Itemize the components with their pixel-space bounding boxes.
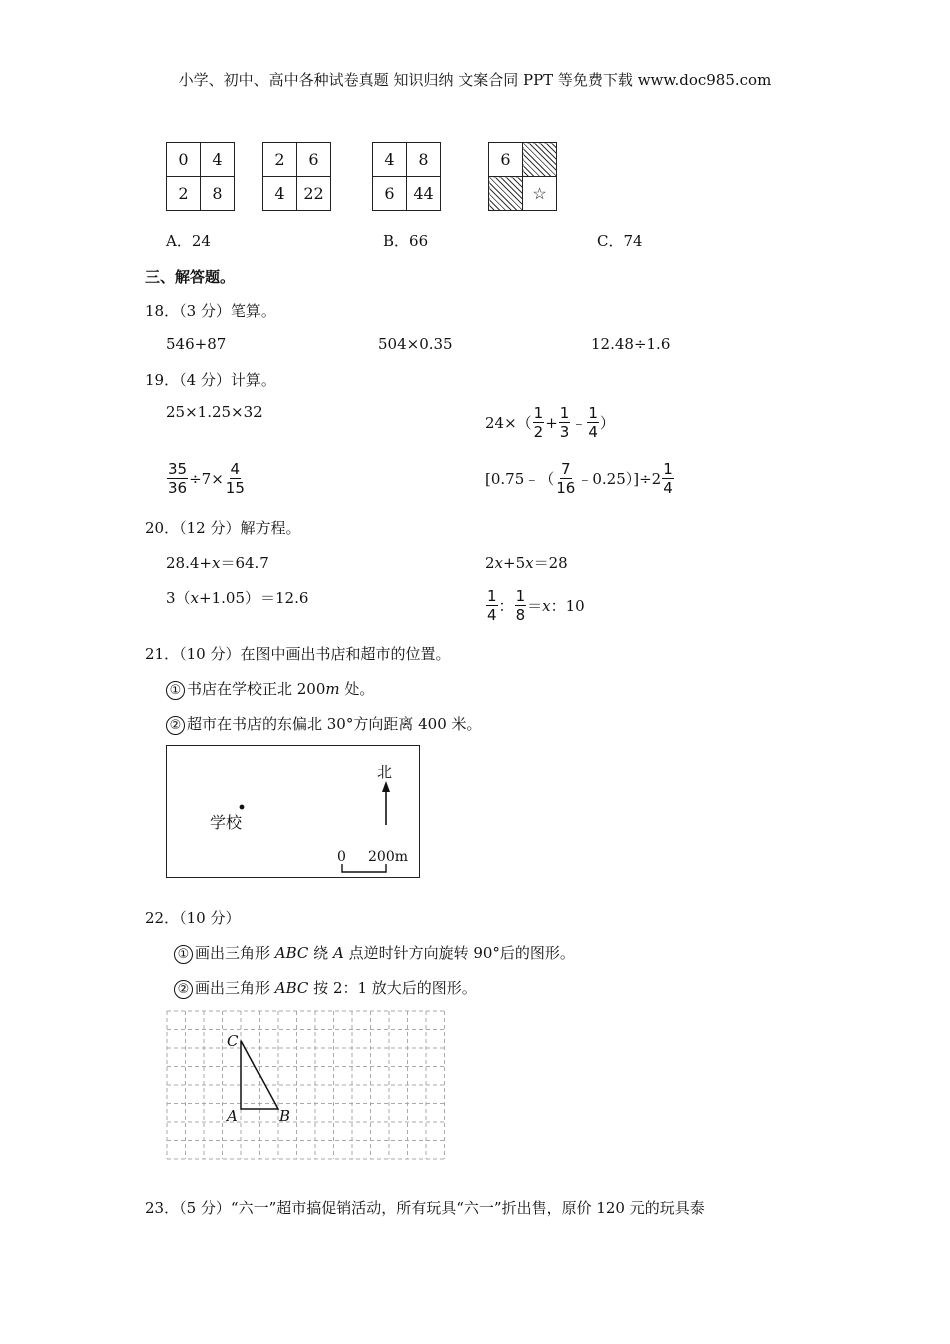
q19-expr-b: [485, 404, 615, 441]
q20-eq2: 2x+5x＝28: [485, 554, 568, 572]
number-grid-4: [488, 142, 557, 211]
expr-text: [0.75﹣（: [485, 470, 555, 488]
q23-text: 23．（5 分）“六一”超市搞促销活动，所有玩具“六一”折出售，原价 120 元的玩具泰: [145, 1199, 705, 1217]
q21-step-2: ② 超市在书店的东偏北 30°方向距离 400 米。: [166, 713, 482, 735]
number-grid-3: [372, 142, 441, 211]
section-title: 三、解答题。: [145, 268, 236, 286]
q20-title: 20．（12 分）解方程。: [145, 519, 301, 537]
fraction: $\frac{1}{2}$: [533, 404, 544, 441]
expr-text: ÷7×: [189, 469, 224, 488]
grid-cell: 2: [263, 143, 297, 177]
grid-cell: 44: [407, 177, 441, 211]
q21-step-1: ① 书店在学校正北 200m 处。: [166, 678, 374, 700]
scale-length-label: 200m: [368, 849, 408, 865]
expr-text: ﹣0.25）]÷2: [577, 470, 662, 488]
star-cell: ☆: [523, 177, 557, 211]
vertex-label-a: A: [227, 1107, 238, 1125]
grid-cell: 8: [407, 143, 441, 177]
page-header: 小学、初中、高中各种试卷真题 知识归纳 文案合同 PPT 等免费下载 www.doc985.com: [178, 71, 772, 89]
q22-title: 22．（10 分）: [145, 909, 241, 927]
scale-zero-label: 0: [337, 849, 346, 865]
q19-title: 19．（4 分）计算。: [145, 371, 276, 389]
q20-eq1: 28.4+x＝64.7: [166, 554, 269, 572]
north-arrow-head: [382, 781, 390, 792]
fraction: $\frac{1}{4}$: [588, 404, 598, 441]
grid-cell: 6: [373, 177, 407, 211]
grid-cell: 4: [373, 143, 407, 177]
hatched-cell: [523, 143, 557, 177]
option-a: A．24: [166, 232, 211, 250]
north-label: 北: [377, 763, 393, 781]
fraction: $\frac{4}{15}$: [225, 460, 245, 497]
grid-cell: 2: [167, 177, 201, 211]
q20-eq3: 3（x+1.05）＝12.6: [166, 589, 309, 607]
grid-cell: 6: [297, 143, 331, 177]
vertex-label-c: C: [227, 1032, 239, 1050]
fraction: $\frac{1}{4}$: [663, 460, 673, 497]
number-grid-2: [262, 142, 331, 211]
fraction: $\frac{1}{4}$: [487, 587, 497, 624]
dashed-grid: [166, 1010, 446, 1166]
grid-cell: 4: [201, 143, 235, 177]
q18-item-1: 546+87: [166, 335, 227, 353]
q19-expr-d: [485, 460, 675, 497]
grid-cell: 8: [201, 177, 235, 211]
grid-cell: 0: [167, 143, 201, 177]
map-box: [166, 745, 420, 878]
vertex-label-b: B: [279, 1107, 291, 1125]
fraction: $\frac{35}{36}$: [168, 460, 188, 497]
triangle-grid-figure: [166, 1010, 446, 1166]
option-c: C．74: [597, 232, 643, 250]
grid-cell: 4: [263, 177, 297, 211]
number-grid-1: [166, 142, 235, 211]
school-dot: [240, 805, 245, 810]
grid-cell: 6: [489, 143, 523, 177]
q18-title: 18．（3 分）笔算。: [145, 302, 276, 320]
fraction: $\frac{1}{8}$: [515, 587, 526, 624]
q18-item-3: 12.48÷1.6: [591, 335, 671, 353]
hatched-cell: [489, 177, 523, 211]
q19-expr-c: [166, 460, 247, 497]
grid-cell: 22: [297, 177, 331, 211]
q19-expr-a: 25×1.25×32: [166, 403, 263, 421]
q21-title: 21．（10 分）在图中画出书店和超市的位置。: [145, 645, 451, 663]
expr-text: ）: [599, 414, 615, 432]
q22-step-1: ① 画出三角形 ABC 绕 A 点逆时针方向旋转 90°后的图形。: [174, 942, 575, 964]
expr-text: +: [545, 413, 558, 432]
q20-eq4: $\frac{1}{4}$ ： $\frac{1}{8}$ ＝ x ：10: [487, 587, 585, 624]
scale-bar: [342, 864, 386, 872]
fraction: $\frac{1}{3}$: [559, 404, 570, 441]
q22-step-2: ② 画出三角形 ABC 按 2：1 放大后的图形。: [174, 977, 477, 999]
option-b: B．66: [383, 232, 429, 250]
expr-text: 24×（: [485, 414, 532, 432]
expr-text: ﹣: [571, 414, 587, 432]
school-label: 学校: [210, 813, 243, 832]
q18-item-2: 504×0.35: [378, 335, 453, 353]
fraction: $\frac{7}{16}$: [556, 460, 576, 497]
